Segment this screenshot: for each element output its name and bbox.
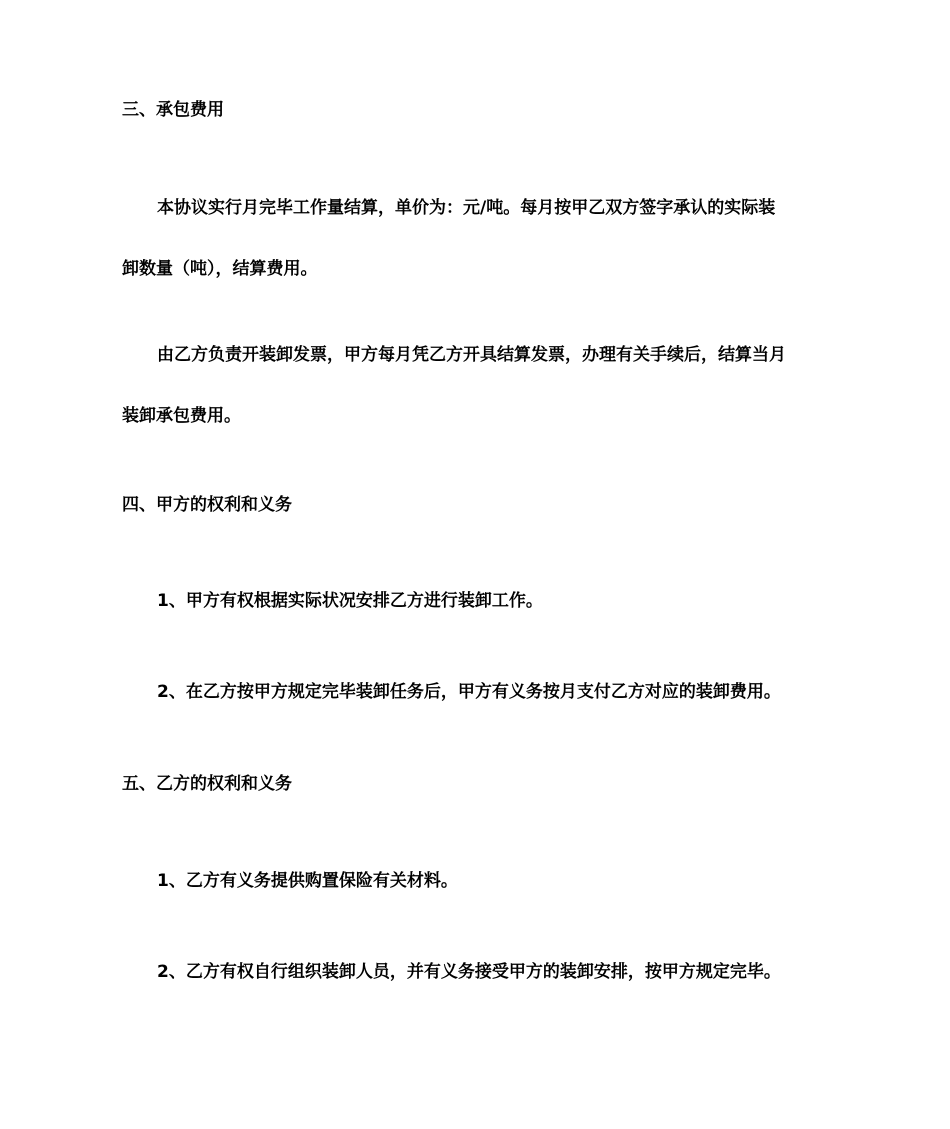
section-heading-party-a: 四、甲方的权利和义务: [122, 495, 292, 515]
paragraph-line: 由乙方负责开装卸发票，甲方每月凭乙方开具结算发票，办理有关手续后，结算当月: [157, 345, 786, 365]
paragraph-invoice: [122, 343, 834, 428]
list-item-party-a-2: 2、在乙方按甲方规定完毕装卸任务后，甲方有义务按月支付乙方对应的装卸费用。: [157, 682, 781, 702]
paragraph-line: 本协议实行月完毕工作量结算，单价为：元/吨。每月按甲乙双方签字承认的实际装: [157, 198, 776, 218]
list-item-party-b-2: 2、乙方有权自行组织装卸人员，并有义务接受甲方的装卸安排，按甲方规定完毕。: [157, 962, 781, 982]
section-heading-fee: 三、承包费用: [122, 100, 224, 120]
section-heading-party-b: 五、乙方的权利和义务: [122, 774, 292, 794]
list-item-party-b-1: 1、乙方有义务提供购置保险有关材料。: [157, 871, 458, 891]
paragraph-settlement: [122, 196, 834, 281]
list-item-party-a-1: 1、甲方有权根据实际状况安排乙方进行装卸工作。: [157, 591, 543, 611]
paragraph-line: 装卸承包费用。: [122, 406, 241, 426]
paragraph-line: 卸数量（吨），结算费用。: [122, 259, 318, 279]
